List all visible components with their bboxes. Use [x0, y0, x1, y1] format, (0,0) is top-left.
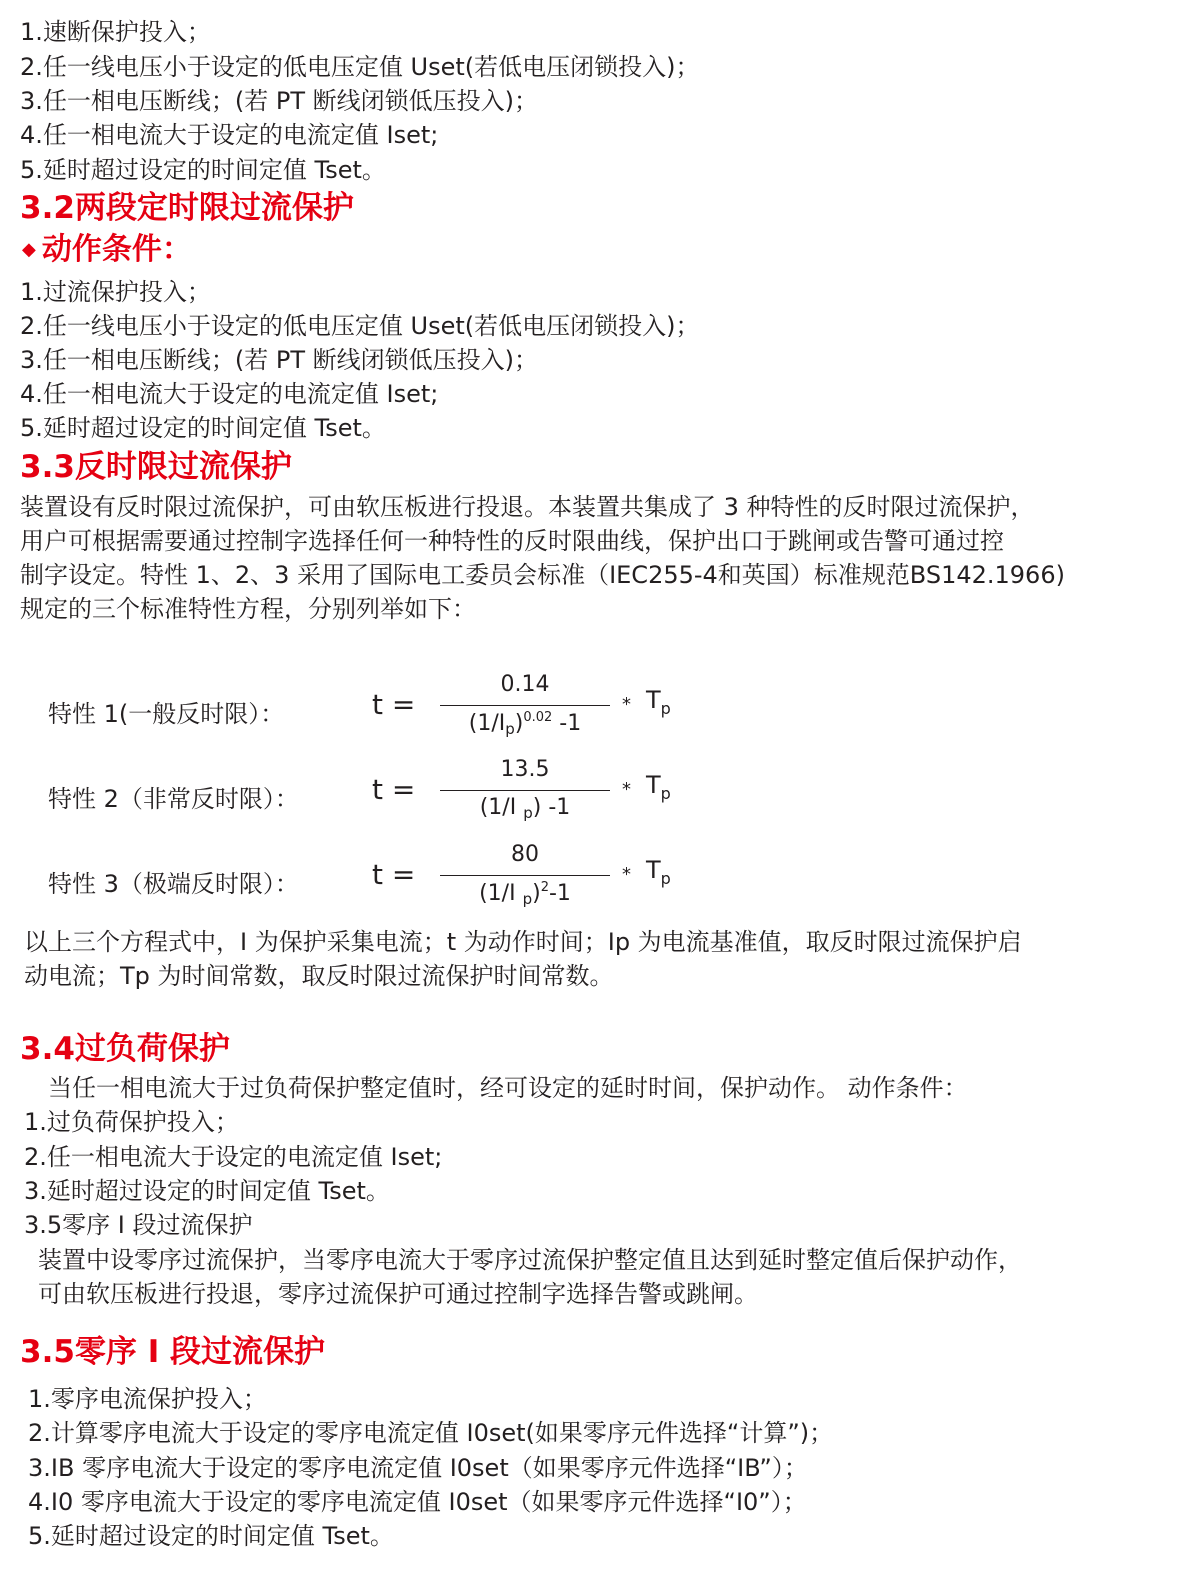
formula-label: 特性 3（极端反时限）：: [48, 870, 299, 898]
section-heading-3-4: 3.4过负荷保护: [20, 1031, 230, 1067]
formula-characteristic-1: [0, 672, 1200, 752]
formula-denominator: (1/I $_p$) -1: [479, 795, 571, 822]
formula-denominator: $(1/I_p)^{0.02}$ -1: [468, 710, 582, 738]
formula-label: 特性 2（非常反时限）：: [48, 785, 299, 813]
paragraph-line: 装置设有反时限过流保护，可由软压板进行投退。本装置共集成了 3 种特性的反时限过流保护，: [20, 493, 1035, 521]
fraction-bar: [440, 875, 610, 876]
list-item: 2.任一线电压小于设定的低电压定值 Uset(若低电压闭锁投入)；: [20, 312, 700, 340]
list-item: 3.延时超过设定的时间定值 Tset。: [24, 1177, 390, 1205]
list-item: 5.延时超过设定的时间定值 Tset。: [28, 1522, 394, 1550]
formula-label: 特性 1(一般反时限）：: [48, 700, 285, 728]
list-item: 3.IB 零序电流大于设定的零序电流定值 I0set（如果零序元件选择“IB”）；: [28, 1454, 808, 1482]
list-item: 1.零序电流保护投入；: [28, 1385, 267, 1413]
list-item: 4.任一相电流大于设定的电流定值 Iset;: [20, 121, 439, 149]
list-item: 3.任一相电压断线；(若 PT 断线闭锁低压投入)；: [20, 346, 539, 374]
list-item: 2.任一线电压小于设定的低电压定值 Uset(若低电压闭锁投入)；: [20, 53, 700, 81]
list-item: 3.任一相电压断线；(若 PT 断线闭锁低压投入)；: [20, 87, 539, 115]
list-item: 1.过流保护投入；: [20, 278, 211, 306]
time-constant: $T_p$: [646, 686, 671, 718]
paragraph-line: 用户可根据需要通过控制字选择任何一种特性的反时限曲线，保护出口于跳闸或告警可通过控: [20, 527, 1004, 555]
formula-lhs: t =: [372, 858, 416, 891]
paragraph-line: 装置中设零序过流保护，当零序电流大于零序过流保护整定值且达到延时整定值后保护动作，: [38, 1246, 1022, 1274]
action-conditions-heading: [22, 230, 192, 270]
list-item: 2.计算零序电流大于设定的零序电流定值 I0set(如果零序元件选择“计算”)；: [28, 1419, 834, 1447]
list-item: 1.过负荷保护投入；: [24, 1108, 239, 1136]
section-heading-3-3: 3.3反时限过流保护: [20, 449, 292, 485]
multiply-sign: *: [622, 864, 631, 885]
formula-lhs: t =: [372, 688, 416, 721]
list-item: 4.任一相电流大于设定的电流定值 Iset;: [20, 380, 439, 408]
diamond-bullet-icon: ◆: [22, 239, 36, 260]
fraction-bar: [440, 705, 610, 706]
paragraph-line: 当任一相电流大于过负荷保护整定值时，经可设定的延时时间，保护动作。 动作条件：: [48, 1074, 968, 1102]
time-constant: $T_p$: [646, 856, 671, 888]
list-item: 2.任一相电流大于设定的电流定值 Iset;: [24, 1143, 443, 1171]
formula-lhs: t =: [372, 773, 416, 806]
list-item: 3.5零序 I 段过流保护: [24, 1211, 253, 1239]
section-heading-3-2: 3.2两段定时限过流保护: [20, 190, 354, 226]
formula-numerator: 80: [511, 842, 539, 867]
formula-numerator: 0.14: [500, 672, 550, 697]
paragraph-line: 动电流；Tp 为时间常数，取反时限过流保护时间常数。: [24, 962, 614, 990]
formula-denominator: (1/I $_p$)$^2$-1: [479, 880, 571, 908]
paragraph-line: 规定的三个标准特性方程，分别列举如下：: [20, 595, 476, 623]
list-item: 4.I0 零序电流大于设定的零序电流定值 I0set（如果零序元件选择“I0”）；: [28, 1488, 807, 1516]
time-constant: $T_p$: [646, 771, 671, 803]
list-item: 5.延时超过设定的时间定值 Tset。: [20, 156, 386, 184]
subheading-label: 动作条件：: [41, 232, 192, 267]
fraction-bar: [440, 790, 610, 791]
paragraph-line: 可由软压板进行投退，零序过流保护可通过控制字选择告警或跳闸。: [38, 1280, 758, 1308]
paragraph-line: 以上三个方程式中，I 为保护采集电流；t 为动作时间；Ip 为电流基准值，取反时限过流保护启: [24, 928, 1022, 956]
formula-numerator: 13.5: [500, 757, 550, 782]
list-item: 1.速断保护投入；: [20, 18, 211, 46]
list-item: 5.延时超过设定的时间定值 Tset。: [20, 414, 386, 442]
formula-characteristic-2: [0, 757, 1200, 837]
paragraph-line: 制字设定。特性 1、2、3 采用了国际电工委员会标准（IEC255-4和英国）标准规范BS142.1966): [20, 561, 1065, 589]
multiply-sign: *: [622, 694, 631, 715]
formula-characteristic-3: [0, 842, 1200, 922]
section-heading-3-5: 3.5零序 I 段过流保护: [20, 1334, 326, 1370]
multiply-sign: *: [622, 779, 631, 800]
